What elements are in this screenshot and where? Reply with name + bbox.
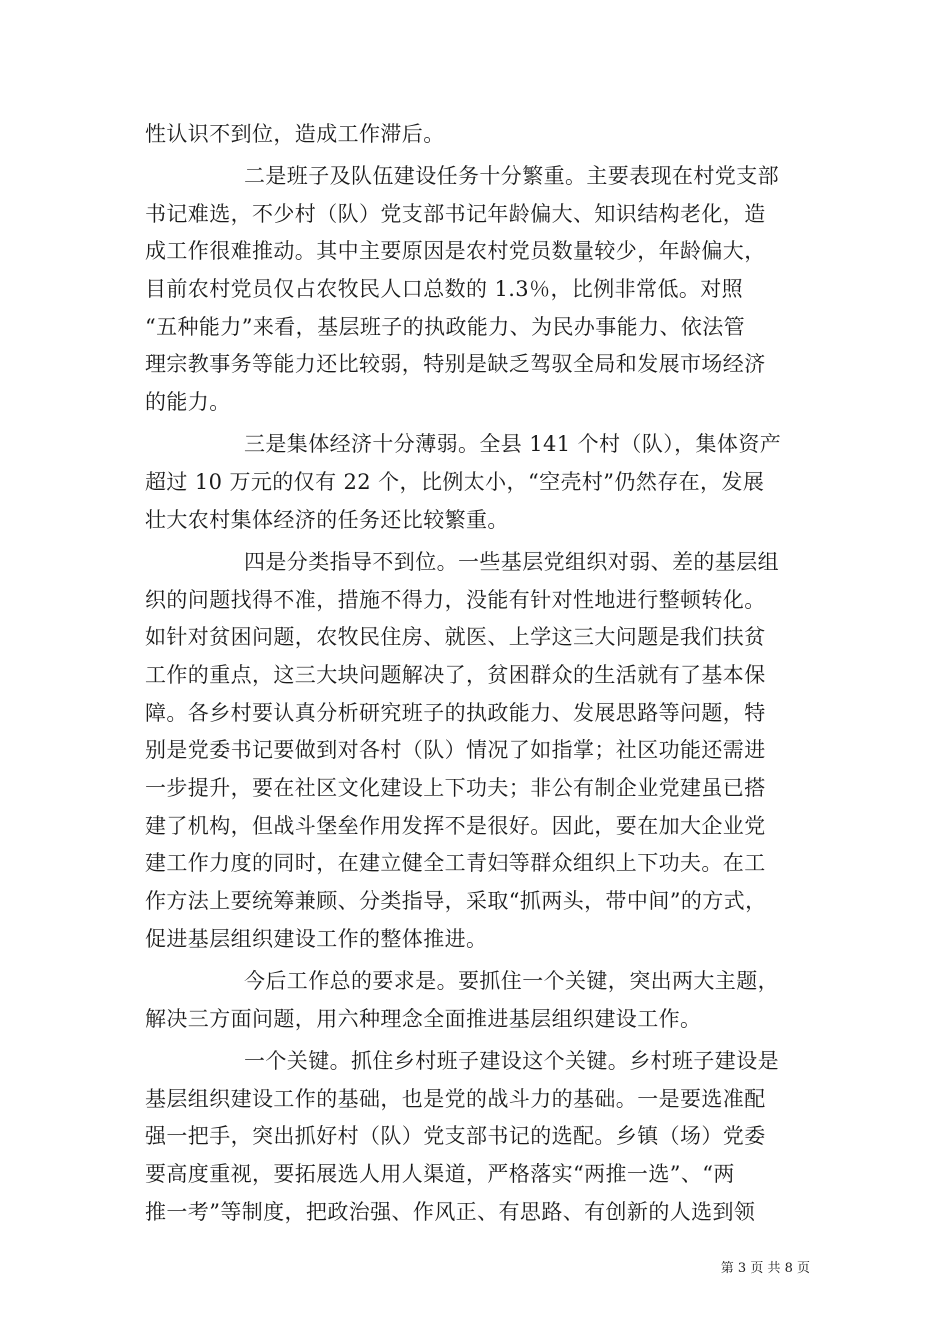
text-line: 书记难选，不少村（队）党支部书记年龄偏大、知识结构老化，造 (145, 202, 766, 226)
text-line: “五种能力”来看，基层班子的执政能力、为民办事能力、依法管 (145, 315, 746, 339)
text-line: 如针对贫困问题，农牧民住房、就医、上学这三大问题是我们扶贫 (145, 625, 766, 649)
paragraph-start-line: 一个关键。抓住乡村班子建设这个关键。乡村班子建设是 (244, 1049, 779, 1073)
paragraph-start-line: 三是集体经济十分薄弱。全县 141 个村（队），集体资产 (244, 432, 782, 456)
text-line: 作方法上要统筹兼顾、分类指导，采取“抓两头，带中间”的方式， (145, 889, 767, 913)
text-line: 一步提升，要在社区文化建设上下功夫；非公有制企业党建虽已搭 (145, 776, 766, 800)
text-line: 推一考”等制度，把政治强、作风正、有思路、有创新的人选到领 (145, 1200, 756, 1224)
text-line: 工作的重点，这三大块问题解决了，贫困群众的生活就有了基本保 (145, 663, 766, 687)
text-line: 要高度重视，要拓展选人用人渠道，严格落实“两推一选”、“两 (145, 1162, 735, 1186)
text-line: 促进基层组织建设工作的整体推进。 (145, 927, 488, 951)
text-line: 成工作很难推动。其中主要原因是农村党员数量较少，年龄偏大， (145, 239, 766, 263)
paragraph-start-line: 四是分类指导不到位。一些基层党组织对弱、差的基层组 (244, 550, 779, 574)
text-line: 目前农村党员仅占农牧民人口总数的 1.3％，比例非常低。对照 (145, 277, 744, 301)
text-line: 壮大农村集体经济的任务还比较繁重。 (145, 508, 509, 532)
text-line: 解决三方面问题，用六种理念全面推进基层组织建设工作。 (145, 1007, 702, 1031)
text-line: 基层组织建设工作的基础，也是党的战斗力的基础。一是要选准配 (145, 1087, 766, 1111)
text-line: 障。各乡村要认真分析研究班子的执政能力、发展思路等问题，特 (145, 701, 766, 725)
text-line: 性认识不到位，造成工作滞后。 (145, 122, 445, 146)
text-line: 建工作力度的同时，在建立健全工青妇等群众组织上下功夫。在工 (145, 851, 766, 875)
text-line: 别是党委书记要做到对各村（队）情况了如指掌；社区功能还需进 (145, 738, 766, 762)
paragraph-start-line: 二是班子及队伍建设任务十分繁重。主要表现在村党支部 (244, 164, 779, 188)
text-line: 织的问题找得不准，措施不得力，没能有针对性地进行整顿转化。 (145, 588, 766, 612)
paragraph-start-line: 今后工作总的要求是。要抓住一个关键，突出两大主题， (244, 969, 779, 993)
text-line: 理宗教事务等能力还比较弱，特别是缺乏驾驭全局和发展市场经济 (145, 352, 766, 376)
text-line: 建了机构，但战斗堡垒作用发挥不是很好。因此，要在加大企业党 (145, 814, 766, 838)
text-line: 的能力。 (145, 390, 231, 414)
page-number-footer: 第 3 页 共 8 页 (720, 1261, 810, 1276)
text-line: 超过 10 万元的仅有 22 个，比例太小，“空壳村”仍然存在，发展 (145, 470, 765, 494)
text-line: 强一把手，突出抓好村（队）党支部书记的选配。乡镇（场）党委 (145, 1124, 766, 1148)
